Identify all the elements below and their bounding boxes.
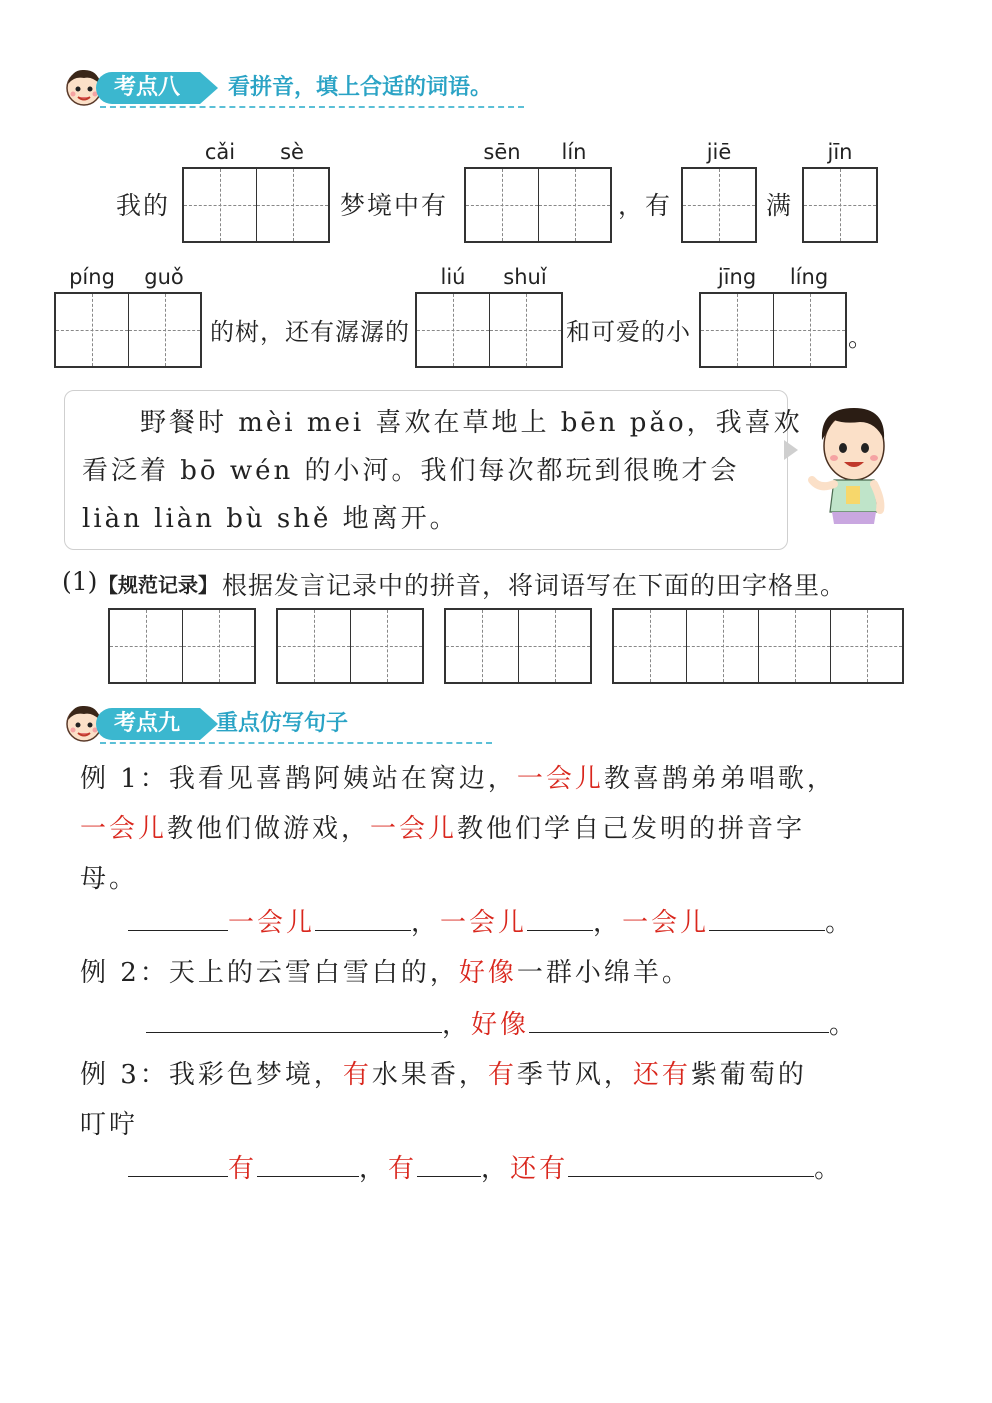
- example3-line1: [80, 1054, 807, 1091]
- blank-7[interactable]: [128, 1153, 228, 1177]
- example3-text-d: 紫葡萄的: [690, 1060, 807, 1090]
- example2-text-a: 天上的云雪白雪白的，: [168, 958, 459, 988]
- fill-red-7: 还有: [510, 1154, 569, 1184]
- row2-text-end: 。: [848, 323, 876, 352]
- section9-label: 考点九: [96, 708, 200, 740]
- answer-grid-3[interactable]: [444, 608, 592, 684]
- section9-title: 重点仿写句子: [216, 711, 349, 736]
- example3-line2: 叮咛: [80, 1110, 139, 1140]
- section8-label: 考点八: [96, 72, 200, 104]
- fill-comma-3: ，: [442, 1010, 472, 1040]
- fill-comma-2: ，: [593, 908, 623, 938]
- section8-underline: [100, 106, 524, 108]
- answer-grid-4[interactable]: [612, 608, 904, 684]
- example3-text-a: 我彩色梦境，: [168, 1060, 343, 1090]
- tianzige-liushui[interactable]: [415, 292, 563, 368]
- example2-line1: [80, 952, 691, 989]
- fill-red-3: 一会儿: [622, 908, 710, 938]
- example3-red-1: 有: [342, 1060, 372, 1090]
- fill-comma-4: ，: [359, 1154, 389, 1184]
- question-tag: 【规范记录】: [98, 573, 218, 597]
- fill-end-3: 。: [814, 1154, 844, 1184]
- row1-text-mid1: 梦境中有: [340, 191, 449, 220]
- example3-text-b: 水果香，: [371, 1060, 488, 1090]
- blank-8[interactable]: [257, 1153, 359, 1177]
- fill-comma-1: ，: [411, 908, 441, 938]
- example3-fill-line: [128, 1148, 843, 1185]
- pinyin-ling: líng: [789, 265, 829, 289]
- example2-red: 好像: [458, 958, 517, 988]
- pinyin-cai: cǎi: [204, 140, 236, 164]
- example1-red-2: 一会儿: [80, 814, 168, 844]
- answer-grid-2[interactable]: [276, 608, 424, 684]
- section9-underline: [100, 742, 492, 744]
- fill-red-5: 有: [228, 1154, 258, 1184]
- tianzige-jingling[interactable]: [699, 292, 847, 368]
- fill-end-1: 。: [825, 908, 855, 938]
- example1-prefix: 例 1：: [80, 764, 169, 794]
- tianzige-caise[interactable]: [182, 167, 330, 243]
- fill-end-2: 。: [829, 1010, 859, 1040]
- example1-line2: [80, 808, 805, 845]
- row2-text-mid1: 的树，还有潺潺的: [210, 318, 410, 346]
- speech-line-2: 看泛着 bō wén 的小河。我们每次都玩到很晚才会: [82, 456, 740, 486]
- fill-comma-5: ，: [481, 1154, 511, 1184]
- question-number: (1): [62, 567, 98, 596]
- blank-1[interactable]: [128, 907, 228, 931]
- example2-text-b: 一群小绵羊。: [516, 958, 691, 988]
- tianzige-jin[interactable]: [802, 167, 878, 243]
- section8-banner-arrow: [200, 72, 218, 104]
- section9-header: [62, 702, 502, 748]
- fill-red-2: 一会儿: [440, 908, 528, 938]
- tianzige-senlin[interactable]: [464, 167, 612, 243]
- fill-red-4: 好像: [471, 1010, 530, 1040]
- answer-grid-1[interactable]: [108, 608, 256, 684]
- pinyin-shui: shuǐ: [503, 265, 547, 289]
- example3-prefix: 例 3：: [80, 1060, 169, 1090]
- example3-text-c: 季节风，: [516, 1060, 633, 1090]
- fill-red-1: 一会儿: [228, 908, 316, 938]
- example1-text-a: 我看见喜鹊阿姨站在窝边，: [168, 764, 517, 794]
- example1-text-d: 教他们学自己发明的拼音字: [457, 814, 806, 844]
- boy-illustration-icon: [804, 400, 896, 530]
- pinyin-liu: liú: [440, 265, 466, 289]
- example1-text-c: 教他们做游戏，: [167, 814, 371, 844]
- tianzige-pingguo[interactable]: [54, 292, 202, 368]
- pinyin-lin: lín: [561, 140, 587, 164]
- fill-red-6: 有: [388, 1154, 418, 1184]
- section8-header: [62, 66, 532, 112]
- blank-10[interactable]: [568, 1153, 814, 1177]
- tianzige-jie[interactable]: [681, 167, 757, 243]
- example1-text-b: 教喜鹊弟弟唱歌，: [603, 764, 836, 794]
- row1-text-mid2: ，有: [618, 191, 673, 220]
- blank-9[interactable]: [417, 1153, 481, 1177]
- row1-text-start: 我的: [116, 191, 171, 220]
- pinyin-jing: jīng: [717, 265, 757, 289]
- example2-prefix: 例 2：: [80, 958, 169, 988]
- speech-line-3: liàn liàn bù shě 地离开。: [82, 504, 459, 534]
- pinyin-jie: jiē: [706, 140, 732, 164]
- speech-box-tail: [784, 440, 798, 460]
- example1-line1: [80, 758, 836, 795]
- blank-2[interactable]: [315, 907, 411, 931]
- pinyin-se: sè: [280, 140, 304, 164]
- pinyin-guo: guǒ: [144, 265, 184, 289]
- example3-red-2: 有: [487, 1060, 517, 1090]
- example1-red-1: 一会儿: [516, 764, 604, 794]
- blank-6[interactable]: [529, 1009, 829, 1033]
- example1-line3: 母。: [80, 864, 139, 894]
- pinyin-sen: sēn: [483, 140, 521, 164]
- example1-fill-line: [128, 902, 854, 939]
- row2-text-mid2: 和可爱的小: [566, 318, 691, 346]
- question-text: 根据发言记录中的拼音，将词语写在下面的田字格里。: [222, 571, 847, 600]
- blank-4[interactable]: [709, 907, 825, 931]
- pinyin-ping: píng: [69, 265, 115, 289]
- blank-3[interactable]: [527, 907, 593, 931]
- row1-text-mid3: 满: [766, 191, 794, 220]
- example1-red-3: 一会儿: [370, 814, 458, 844]
- speech-line-1: 野餐时 mèi mei 喜欢在草地上 bēn pǎo，我喜欢: [140, 408, 803, 438]
- example3-red-3: 还有: [632, 1060, 691, 1090]
- pinyin-jin: jīn: [827, 140, 853, 164]
- example2-fill-line: [146, 1004, 858, 1041]
- section8-title: 看拼音，填上合适的词语。: [228, 75, 493, 100]
- blank-5[interactable]: [146, 1009, 442, 1033]
